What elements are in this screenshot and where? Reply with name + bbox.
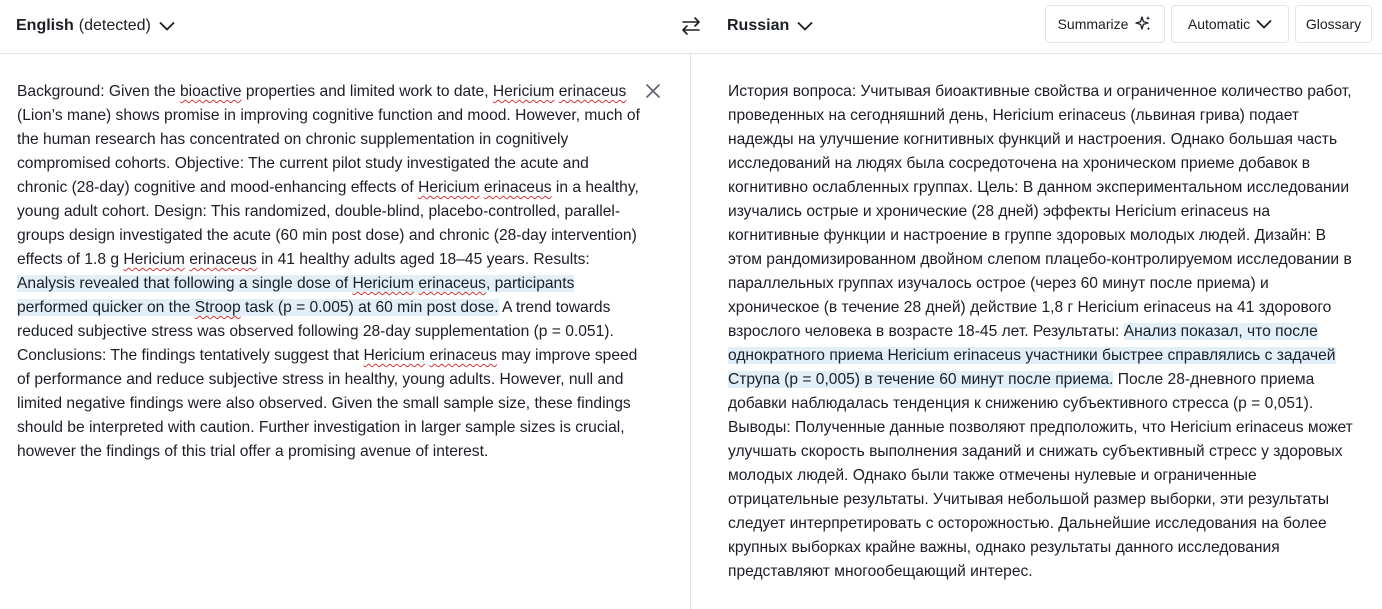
detected-label: (detected): [78, 17, 151, 34]
source-text: , participants performed quicker on the: [17, 275, 575, 316]
misspelled-word[interactable]: erinaceus: [418, 275, 486, 292]
translation-text-area: [728, 80, 1360, 584]
misspelled-word[interactable]: Hericium: [123, 251, 185, 268]
panel-divider: [690, 54, 691, 609]
close-icon[interactable]: [645, 83, 661, 99]
highlighted-sentence: [17, 275, 574, 316]
misspelled-word[interactable]: erinaceus: [483, 179, 552, 196]
source-language-selector[interactable]: [16, 14, 175, 38]
automatic-label: Automatic: [1187, 16, 1251, 32]
chevron-down-icon: [159, 21, 175, 31]
misspelled-word[interactable]: Stroop: [194, 299, 241, 316]
swap-icon[interactable]: [680, 15, 702, 37]
chevron-down-icon: [797, 21, 813, 31]
target-language-label: Russian: [727, 17, 790, 34]
misspelled-word[interactable]: erinaceus: [429, 347, 497, 364]
glossary-button[interactable]: [1295, 5, 1372, 43]
misspelled-word[interactable]: Hericium: [363, 347, 425, 364]
misspelled-word[interactable]: erinaceus: [558, 83, 627, 100]
translation-text: После 28-дневного приема добавки наблюдалась тенденция к снижению субъективного стресса (p = 0,051). Выводы: Полученные данные позволяют предположить, что Hericium erinaceus может улучшать скорость выполнения заданий и снижать субъективный стресс у здоровых молодых людей. Однако были также отмечены нулевые и ограниченные отрицательные результаты. Учитывая небольшой размер выборки, эти результаты следует интерпретировать с осторожностью. Дальнейшие исследования на более крупных выборках крайне важны, однако результаты данного исследования представляют многообещающий интерес.: [728, 371, 1353, 580]
target-language-selector[interactable]: [727, 14, 813, 38]
misspelled-word[interactable]: Hericium: [492, 83, 555, 100]
source-text: in 41 healthy adults aged 18–45 years. Results:: [256, 251, 590, 268]
misspelled-word[interactable]: Hericium: [352, 275, 414, 292]
glossary-label: Glossary: [1305, 16, 1362, 32]
source-text: A trend towards reduced subjective stress was observed following 28-day supplementation (p = 0.051). Conclusions: The findings tentatively suggest that: [17, 299, 614, 364]
misspelled-word[interactable]: Hericium: [418, 179, 480, 196]
source-text: may improve speed of performance and reduce subjective stress in healthy, young adults. However, null and limited negative findings were also observed. Given the small sample size, these findings should be interpreted with caution. Further investigation in larger sample sizes is crucial, however the findings of this trial offer a promising avenue of interest.: [17, 347, 638, 460]
misspelled-word[interactable]: bioactive: [179, 83, 242, 100]
source-text: task (p = 0.005) at 60 min post dose.: [240, 299, 499, 316]
source-text: Analysis revealed that following a single dose of: [17, 275, 353, 292]
highlighted-sentence: Анализ показал, что после однократного приема Hericium erinaceus участники быстрее справлялись с задачей Струпа (p = 0,005) в течение 60 минут после приема.: [728, 323, 1336, 388]
toolbar: [0, 0, 1382, 54]
source-text: in a healthy, young adult cohort. Design: This randomized, double-blind, placebo-controlled, parallel-groups design investigated the acute (60 min post dose) and chronic (28-day intervention) effects of 1.8 g: [17, 179, 639, 268]
source-language-label: English: [16, 17, 74, 34]
summarize-button[interactable]: [1045, 5, 1165, 43]
summarize-label: Summarize: [1057, 16, 1129, 32]
source-text: Background: Given the: [17, 83, 180, 100]
source-text: properties and limited work to date,: [241, 83, 493, 100]
sparkle-icon: [1134, 15, 1152, 33]
automatic-button[interactable]: [1171, 5, 1289, 43]
misspelled-word[interactable]: erinaceus: [189, 251, 257, 268]
chevron-down-icon: [1256, 19, 1272, 29]
translation-text: История вопроса: Учитывая биоактивные свойства и ограниченное количество работ, проведенных на сегодняшний день, Hericium erinaceus (львиная грива) подает надежды на улучшение когнитивных функций и настроения. Однако большая часть исследований на людях была сосредоточена на хроническом приеме добавок в когнитивно ослабленных группах. Цель: В данном экспериментальном исследовании изучались острые и хронические (28 дней) эффекты Hericium erinaceus на когнитивные функции и настроение в группе здоровых молодых людей. Дизайн: В этом рандомизированном двойном слепом плацебо-контролируемом исследовании в параллельных группах изучалось острое (через 60 минут после приема) и хроническое (в течение 28 дней) действие 1,8 г Hericium erinaceus на 41 здорового взрослого человека в возрасте 18-45 лет. Результаты:: [728, 83, 1352, 340]
source-text: (Lion’s mane) shows promise in improving cognitive function and mood. However, much of the human research has concentrated on chronic supplementation in cognitively compromised cohorts. Objective: The current pilot study investigated the acute and chronic (28-day) cognitive and mood-enhancing effects of: [17, 107, 640, 196]
source-text-area[interactable]: [17, 80, 642, 464]
